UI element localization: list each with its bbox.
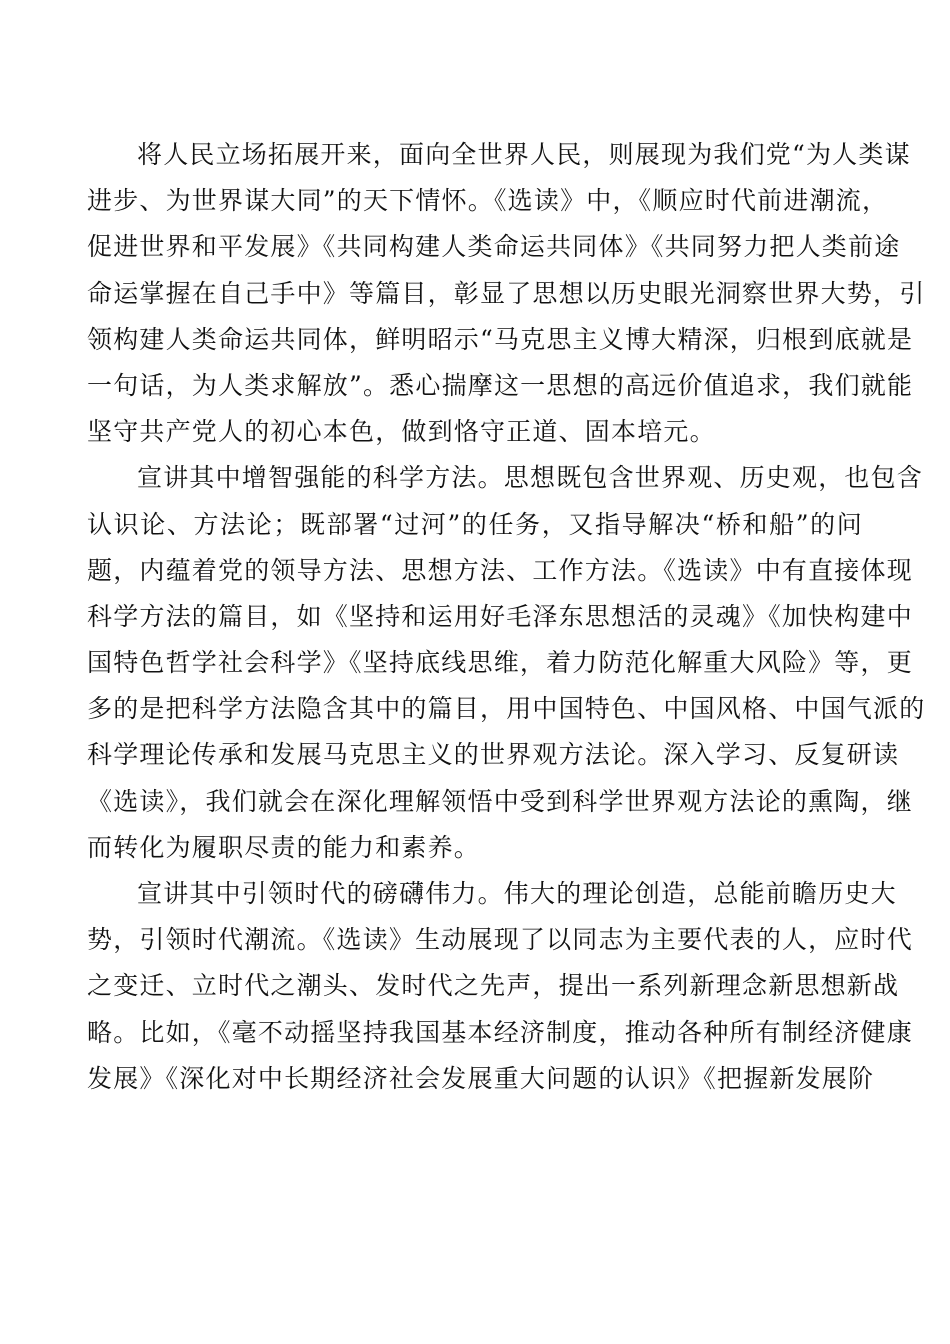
text-line: 略。比如，《毫不动摇坚持我国基本经济制度，推动各种所有制经济健康 — [87, 1017, 913, 1047]
text-line: 题，内蕴着党的领导方法、思想方法、工作方法。《选读》中有直接体现 — [87, 555, 913, 585]
text-line: 将人民立场拓展开来，面向全世界人民，则展现为我们党“为人类谋 — [137, 140, 911, 169]
paragraph-3 — [87, 871, 913, 1102]
text-line: 科学理论传承和发展马克思主义的世界观方法论。深入学习、反复研读 — [87, 740, 900, 770]
text-line: 国特色哲学社会科学》《坚持底线思维，着力防范化解重大风险》等，更 — [87, 648, 913, 678]
paragraph-1 — [87, 132, 926, 455]
document-body — [87, 132, 926, 1102]
text-line: 认识论、方法论；既部署“过河”的任务，又指导解决“桥和船”的问 — [87, 509, 863, 539]
text-line: 一句话，为人类求解放”。悉心揣摩这一思想的高远价值追求，我们就能 — [87, 370, 914, 400]
text-line: 促进世界和平发展》《共同构建人类命运共同体》《共同努力把人类前途 — [87, 232, 901, 262]
text-line: 坚守共产党人的初心本色，做到恪守正道、固本培元。 — [87, 417, 716, 447]
text-line: 发展》《深化对中长期经济社会发展重大问题的认识》《把握新发展阶 — [87, 1063, 875, 1093]
text-line: 命运掌握在自己手中》等篇目，彰显了思想以历史眼光洞察世界大势，引 — [87, 278, 926, 308]
text-line: 而转化为履职尽责的能力和素养。 — [87, 832, 481, 862]
text-line: 宣讲其中增智强能的科学方法。思想既包含世界观、历史观，也包含 — [137, 463, 924, 493]
text-line: 之变迁、立时代之潮头、发时代之先声，提出一系列新理念新思想新战 — [87, 971, 900, 1001]
text-line: 多的是把科学方法隐含其中的篇目，用中国特色、中国风格、中国气派的 — [87, 694, 926, 724]
text-line: 领构建人类命运共同体，鲜明昭示“马克思主义博大精深，归根到底就是 — [87, 324, 914, 354]
text-line: 进步、为世界谋大同”的天下情怀。《选读》中，《顺应时代前进潮流， — [87, 186, 889, 216]
text-line: 宣讲其中引领时代的磅礴伟力。伟大的理论创造，总能前瞻历史大 — [137, 879, 897, 908]
text-line: 《选读》，我们就会在深化理解领悟中受到科学世界观方法论的熏陶，继 — [87, 786, 913, 816]
paragraph-2 — [87, 455, 926, 871]
text-line: 势，引领时代潮流。《选读》生动展现了以同志为主要代表的人，应时代 — [87, 925, 913, 955]
text-line: 科学方法的篇目，如《坚持和运用好毛泽东思想活的灵魂》《加快构建中 — [87, 601, 913, 631]
